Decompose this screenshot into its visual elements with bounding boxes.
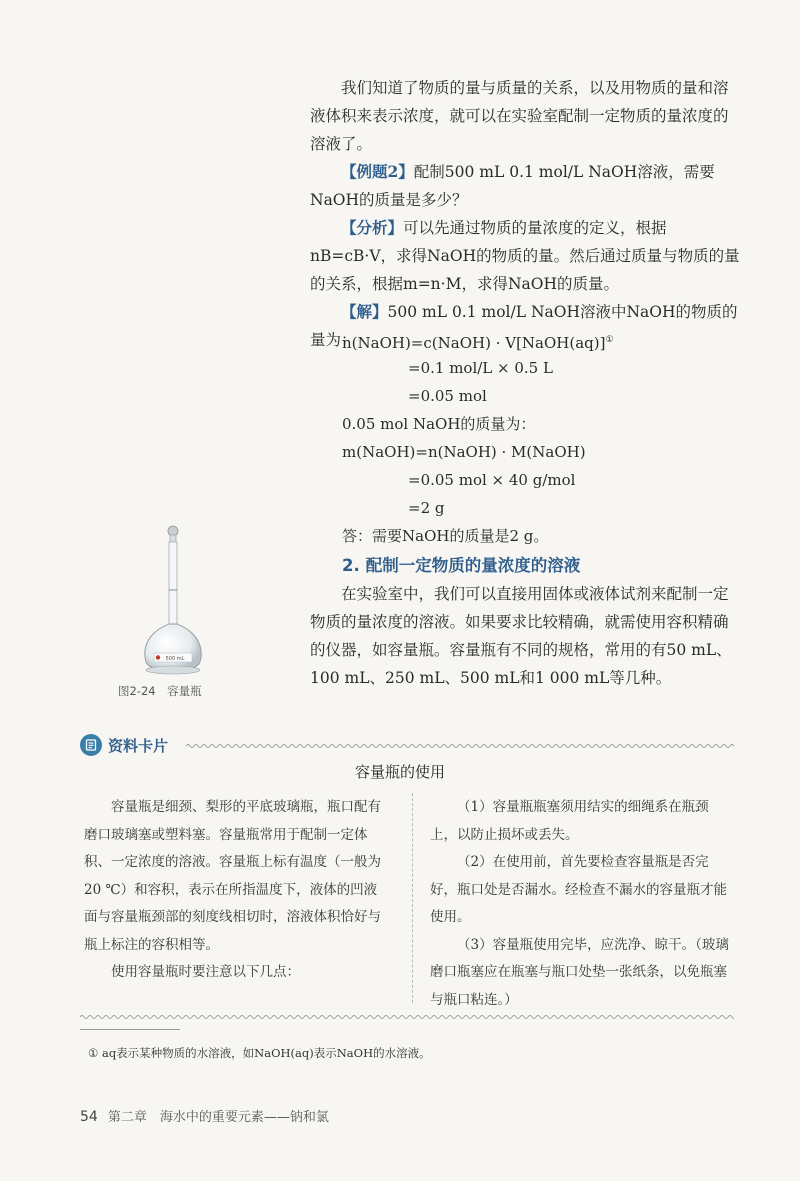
page-footer (80, 1106, 329, 1125)
info-card-right-column (430, 794, 730, 1014)
section-title: 配制一定物质的量浓度的溶液 (365, 556, 581, 575)
info-left-paragraph-2: 使用容量瓶时要注意以下几点： (111, 964, 300, 980)
solution-tag: 【解】 (341, 302, 388, 321)
intro-paragraph: 我们知道了物质的量与质量的关系，以及用物质的量和溶液体积来表示浓度，就可以在实验室配制一定物质的量浓度的溶液了。 (310, 79, 729, 153)
section-number: 2. (342, 556, 360, 575)
example-paragraph (310, 158, 742, 214)
equation-line-6: =0.05 mol × 40 g/mol (408, 471, 576, 489)
analysis-text: 可以先通过物质的量浓度的定义，根据nB=cB·V，求得NaOH的物质的量。然后通过质量与物质的量的关系，根据m=n·M，求得NaOH的质量。 (310, 219, 740, 293)
info-card-label: 资料卡片 (108, 736, 169, 755)
equation-line-3: =0.05 mol (408, 387, 487, 405)
page-number: 54 (80, 1109, 98, 1125)
wavy-divider-bottom (80, 1013, 734, 1021)
info-right-paragraph-1: （1）容量瓶瓶塞须用结实的细绳系在瓶颈上，以防止损坏或丢失。 (430, 799, 709, 843)
equation-line-7: =2 g (408, 499, 445, 517)
example-tag: 【例题2】 (341, 162, 414, 181)
figure-caption: 图2-24 容量瓶 (118, 684, 202, 698)
volumetric-flask-illustration (128, 520, 218, 680)
equation-line-4: 0.05 mol NaOH的质量为： (342, 415, 536, 433)
section-heading (342, 552, 580, 576)
info-right-paragraph-2: （2）在使用前，首先要检查容量瓶是否完好，瓶口处是否漏水。经检查不漏水的容量瓶才能使用。 (430, 854, 727, 925)
footnote-rule (80, 1029, 180, 1030)
chapter-title: 第二章 海水中的重要元素——钠和氯 (107, 1110, 329, 1125)
info-right-paragraph-3: （3）容量瓶使用完毕，应洗净、晾干。（玻璃磨口瓶塞应在瓶塞与瓶口处垫一张纸条，以免瓶塞与瓶口粘连。） (430, 936, 729, 1008)
footnote-mark: ① (605, 335, 614, 345)
flask-label: 500 mL (165, 656, 185, 662)
answer-line: 答：需要NaOH的质量是2 g。 (342, 527, 549, 545)
document-icon (80, 734, 102, 756)
wavy-divider-top (186, 742, 734, 750)
info-card-header (80, 734, 168, 756)
info-card-left-column (84, 794, 390, 987)
equation-line-1 (342, 326, 614, 357)
equation-line-2: =0.1 mol/L × 0.5 L (408, 359, 553, 377)
equation-line-1-text: n(NaOH)=c(NaOH) · V[NaOH(aq)] (342, 334, 606, 352)
equation-line-5: m(NaOH)=n(NaOH) · M(NaOH) (342, 443, 586, 461)
info-left-paragraph-1: 容量瓶是细颈、梨形的平底玻璃瓶，瓶口配有磨口玻璃塞或塑料塞。容量瓶常用于配制一定体积、一定浓度的溶液。容量瓶上标有温度（一般为20 ℃）和容积，表示在所指温度下，液体的凹液面与容量瓶颈部的刻度线相切时，溶液体积恰好与瓶上标注的容积相等。 (84, 799, 381, 953)
solution-text: 500 mL 0.1 mol/L NaOH溶液中NaOH的物质的量为： (310, 303, 738, 349)
footnote: ① aq表示某种物质的水溶液，如NaOH(aq)表示NaOH的水溶液。 (88, 1046, 431, 1060)
analysis-tag: 【分析】 (341, 218, 404, 237)
info-card-title: 容量瓶的使用 (354, 763, 445, 781)
example-text: 配制500 mL 0.1 mol/L NaOH溶液，需要NaOH的质量是多少？ (310, 163, 715, 209)
column-divider (412, 793, 414, 1003)
section-body: 在实验室中，我们可以直接用固体或液体试剂来配制一定物质的量浓度的溶液。如果要求比较精确，就需使用容积精确的仪器，如容量瓶。容量瓶有不同的规格，常用的有50 mL、100 mL、250 mL、500 mL和1 000 mL等几种。 (310, 585, 732, 687)
analysis-paragraph (310, 214, 742, 298)
